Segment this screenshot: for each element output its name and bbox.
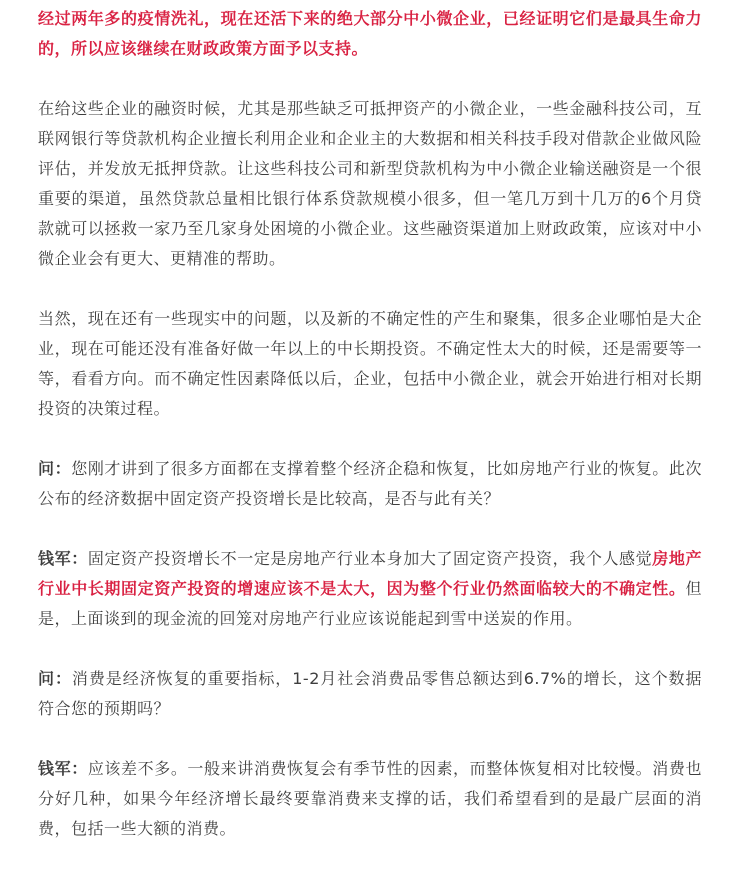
question-paragraph	[38, 454, 702, 514]
question-label: 问：	[38, 459, 72, 478]
answer-text: 但是，上面谈到的现金流的回笼对房地产行业应该说能起到雪中送炭的作用。	[38, 579, 702, 628]
question-text: 您刚才讲到了很多方面都在支撑着整个经济企稳和恢复，比如房地产行业的恢复。此次公布的经济数据中固定资产投资增长是比较高，是否与此有关？	[38, 459, 702, 508]
paragraph-intro-highlight	[38, 4, 702, 64]
question-label: 问：	[38, 669, 72, 688]
paragraph-uncertainty: 当然，现在还有一些现实中的问题，以及新的不确定性的产生和聚集，很多企业哪怕是大企业，现在可能还没有准备好做一年以上的中长期投资。不确定性太大的时候，还是需要等一等，看看方向。而不确定性因素降低以后，企业，包括中小微企业，就会开始进行相对长期投资的决策过程。	[38, 309, 702, 418]
highlight-text: 房地产行业中长期固定资产投资的增速应该不是太大，因为整个行业仍然面临较大的不确定性。	[38, 549, 702, 598]
answer-speaker-label: 钱军：	[38, 549, 88, 568]
answer-speaker-label: 钱军：	[38, 759, 88, 778]
paragraph-fintech-financing: 在给这些企业的融资时候，尤其是那些缺乏可抵押资产的小微企业，一些金融科技公司，互联网银行等贷款机构企业擅长利用企业和企业主的大数据和相关科技手段对借款企业做风险评估，并发放无抵押贷款。让这些科技公司和新型贷款机构为中小微企业输送融资是一个很重要的渠道，虽然贷款总量相比银行体系贷款规模小很多，但一笔几万到十几万的6个月贷款就可以拯救一家乃至几家身处困境的小微企业。这些融资渠道加上财政政策，应该对中小微企业会有更大、更精准的帮助。	[38, 99, 702, 268]
answer-text: 应该差不多。一般来讲消费恢复会有季节性的因素，而整体恢复相对比较慢。消费也分好几种，如果今年经济增长最终要靠消费来支撑的话，我们希望看到的是最广层面的消费，包括一些大额的消费。	[38, 759, 702, 838]
answer-paragraph	[38, 754, 702, 844]
article-body	[38, 4, 702, 874]
answer-text: 固定资产投资增长不一定是房地产行业本身加大了固定资产投资，我个人感觉	[87, 549, 653, 568]
question-text: 消费是经济恢复的重要指标，1-2月社会消费品零售总额达到6.7%的增长，这个数据符合您的预期吗？	[38, 669, 702, 718]
question-paragraph	[38, 664, 702, 724]
answer-paragraph	[38, 544, 702, 634]
highlight-text: 经过两年多的疫情洗礼，现在还活下来的绝大部分中小微企业，已经证明它们是最具生命力的，所以应该继续在财政政策方面予以支持。	[38, 9, 702, 58]
